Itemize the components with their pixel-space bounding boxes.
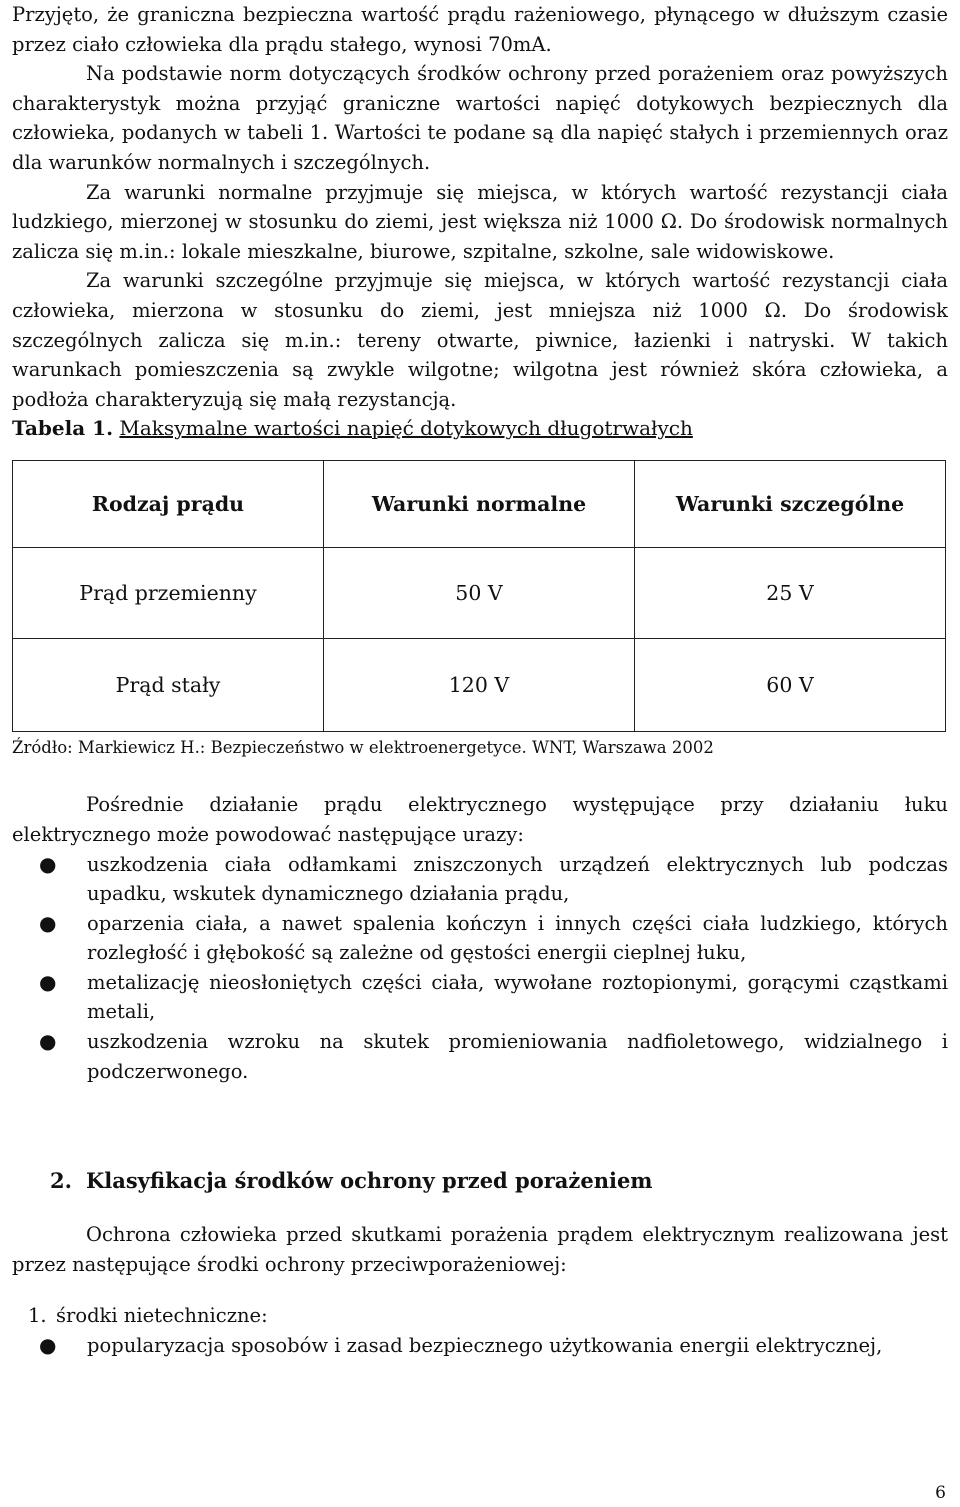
numbered-item-label: środki nietechniczne: <box>56 1304 268 1328</box>
table-row <box>13 548 946 639</box>
section-heading <box>12 1166 948 1196</box>
injury-list <box>12 850 948 1087</box>
table-cell: 50 V <box>324 548 635 639</box>
list-item-text: oparzenia ciała, a nawet spalenia kończyn i innych części ciała ludzkiego, których rozległość i głębokość są zależne od gęstości energii cieplnej łuku, <box>87 911 948 965</box>
table-cell: 25 V <box>635 548 946 639</box>
paragraph-touch-voltage: Na podstawie norm dotyczących środków ochrony przed porażeniem oraz powyższych charakterystyk można przyjąć graniczne wartości napięć dotykowych bezpiecznych dla człowieka, podanych w tabeli 1. Wartości te podane są dla napięć stałych i przemiennych oraz dla warunków normalnych i szczególnych. <box>12 62 948 174</box>
table-header-row <box>13 461 946 548</box>
paragraph-current-threshold: Przyjęto, że graniczna bezpieczna wartość prądu rażeniowego, płynącego w dłuższym czasie przez ciało człowieka dla prądu stałego, wynosi 70mA. <box>12 3 948 56</box>
list-item-text: uszkodzenia wzroku na skutek promieniowania nadfioletowego, widzialnego i podczerwonego. <box>87 1030 948 1083</box>
table-cell: Prąd przemienny <box>13 548 324 639</box>
table-cell: Prąd stały <box>13 639 324 732</box>
list-item-text: metalizację nieosłoniętych części ciała, wywołane roztopionymi, gorącymi cząstkami metali, <box>87 970 948 1024</box>
list-item <box>12 850 948 909</box>
list-item <box>12 1331 948 1361</box>
page-number: 6 <box>935 1483 946 1503</box>
list-item <box>12 1027 948 1086</box>
bullet-icon: ● <box>39 851 57 876</box>
table-row <box>13 639 946 732</box>
table-title: Maksymalne wartości napięć dotykowych długotrwałych <box>119 416 693 441</box>
numbered-item <box>12 1301 948 1331</box>
table-cell: 120 V <box>324 639 635 732</box>
table-header-cell: Rodzaj prądu <box>13 461 324 548</box>
section-title: Klasyfikacja środków ochrony przed porażeniem <box>86 1168 653 1194</box>
list-item <box>12 909 948 968</box>
table-cell: 60 V <box>635 639 946 732</box>
table-header-cell: Warunki normalne <box>324 461 635 548</box>
section-number: 2. <box>50 1168 72 1194</box>
paragraph-special-conditions: Za warunki szczególne przyjmuje się miejsca, w których wartość rezystancji ciała człowieka, mierzona w stosunku do ziemi, jest mniejsza niż 1000 Ω. Do środowisk szczególnych zalicza się m.in.: tereny otwarte, piwnice, łazienki i natryski. W takich warunkach pomieszczenia są zwykle wilgotne; wilgotna jest również skóra człowieka, a podłoża charakteryzują się małą rezystancją. <box>12 269 948 411</box>
non-technical-list <box>12 1331 948 1361</box>
voltage-table <box>12 460 946 732</box>
bullet-icon: ● <box>39 969 57 994</box>
list-item <box>12 968 948 1027</box>
paragraph-indirect-effects: Pośrednie działanie prądu elektrycznego występujące przy działaniu łuku elektrycznego może powodować następujące urazy: <box>12 793 948 846</box>
list-item-text: popularyzacja sposobów i zasad bezpiecznego użytkowania energii elektrycznej, <box>87 1334 883 1358</box>
bullet-icon: ● <box>39 1029 57 1054</box>
table-label: Tabela 1. <box>12 416 114 441</box>
paragraph-normal-conditions: Za warunki normalne przyjmuje się miejsca, w których wartość rezystancji ciała ludzkiego, mierzonej w stosunku do ziemi, jest większa niż 1000 Ω. Do środowisk normalnych zalicza się m.in.: lokale mieszkalne, biurowe, szpitalne, szkolne, sale widowiskowe. <box>12 180 948 263</box>
bullet-icon: ● <box>39 1333 57 1358</box>
bullet-icon: ● <box>39 910 57 935</box>
table-source: Źródło: Markiewicz H.: Bezpieczeństwo w elektroenergetyce. WNT, Warszawa 2002 <box>12 738 714 758</box>
table-caption <box>12 414 948 442</box>
table-header-cell: Warunki szczególne <box>635 461 946 548</box>
numbered-item-number: 1. <box>28 1304 47 1328</box>
document-page <box>12 0 948 1361</box>
list-item-text: uszkodzenia ciała odłamkami zniszczonych urządzeń elektrycznych lub podczas upadku, wskutek dynamicznego działania prądu, <box>87 852 948 906</box>
paragraph-protection-intro: Ochrona człowieka przed skutkami porażenia prądem elektrycznym realizowana jest przez następujące środki ochrony przeciwporażeniowej: <box>12 1223 948 1276</box>
